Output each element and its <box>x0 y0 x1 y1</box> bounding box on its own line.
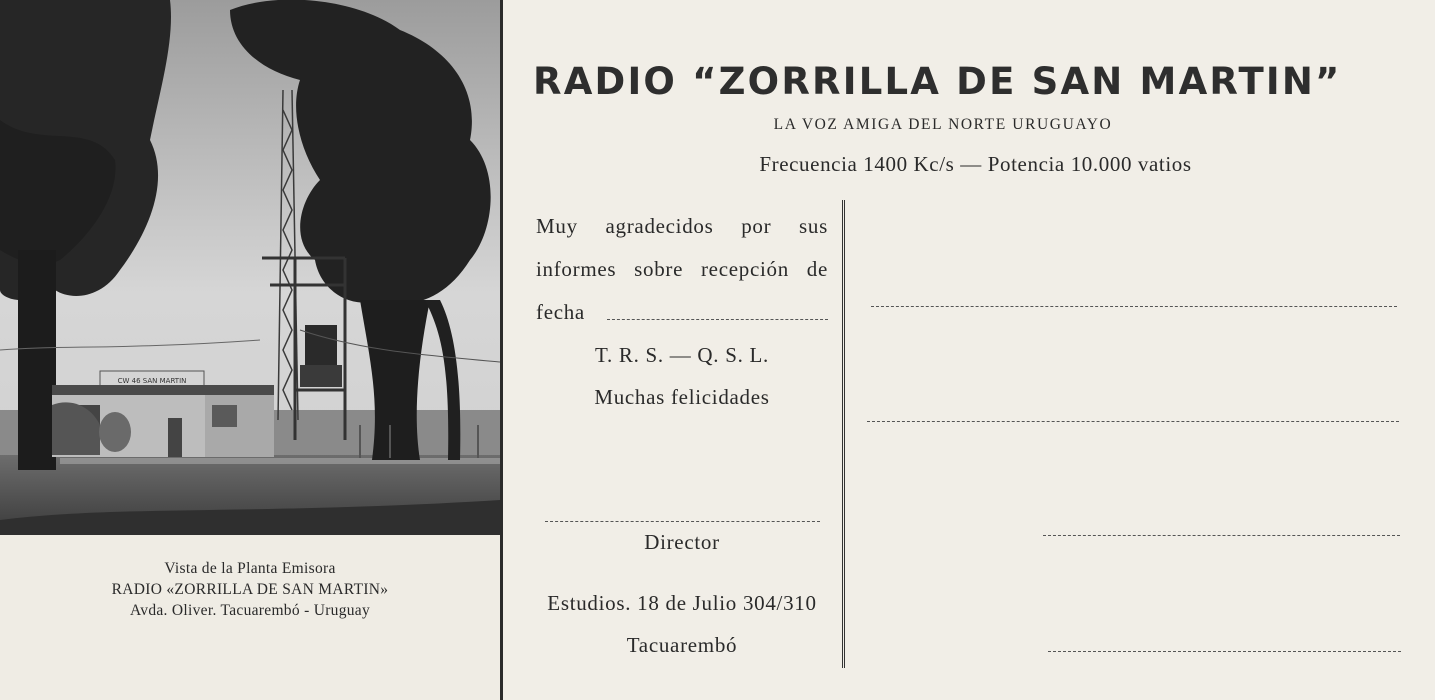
photo-caption <box>0 558 500 621</box>
studios-address: Estudios. 18 de Julio 304/310 <box>547 591 817 615</box>
fecha-row <box>536 300 828 325</box>
qsl-card <box>503 0 1435 700</box>
transmitter-plant-photo <box>0 0 500 535</box>
message-line-1: Muy agradecidos por sus <box>536 214 828 238</box>
address-line-1 <box>871 306 1397 307</box>
vertical-divider <box>842 200 845 668</box>
frequency-power-line: Frecuencia 1400 Kc/s — Potencia 10.000 vatios <box>759 152 1192 176</box>
director-signature-line <box>545 521 820 522</box>
building-sign-text: CW 46 SAN MARTIN <box>117 377 187 385</box>
director-label: Director <box>644 530 720 554</box>
fecha-label: fecha <box>536 300 585 324</box>
thanks-line: Muchas felicidades <box>594 385 770 409</box>
station-title: RADIO “ZORRILLA DE SAN MARTIN” <box>533 60 1342 103</box>
photo-card <box>0 0 500 700</box>
caption-line-view: Vista de la Planta Emisora <box>164 560 336 577</box>
caption-line-station: RADIO «ZORRILLA DE SAN MARTIN» <box>111 581 389 598</box>
trs-qsl-codes: T. R. S. — Q. S. L. <box>595 343 769 367</box>
fecha-blank-line <box>607 319 828 320</box>
message-line-2: informes sobre recepción de <box>536 257 828 281</box>
studios-city: Tacuarembó <box>626 633 738 657</box>
address-line-2 <box>867 421 1399 422</box>
station-tagline: LA VOZ AMIGA DEL NORTE URUGUAYO <box>773 116 1113 133</box>
address-line-3 <box>1043 535 1400 536</box>
address-line-4 <box>1048 651 1401 652</box>
caption-line-address: Avda. Oliver. Tacuarembó - Uruguay <box>129 602 371 619</box>
